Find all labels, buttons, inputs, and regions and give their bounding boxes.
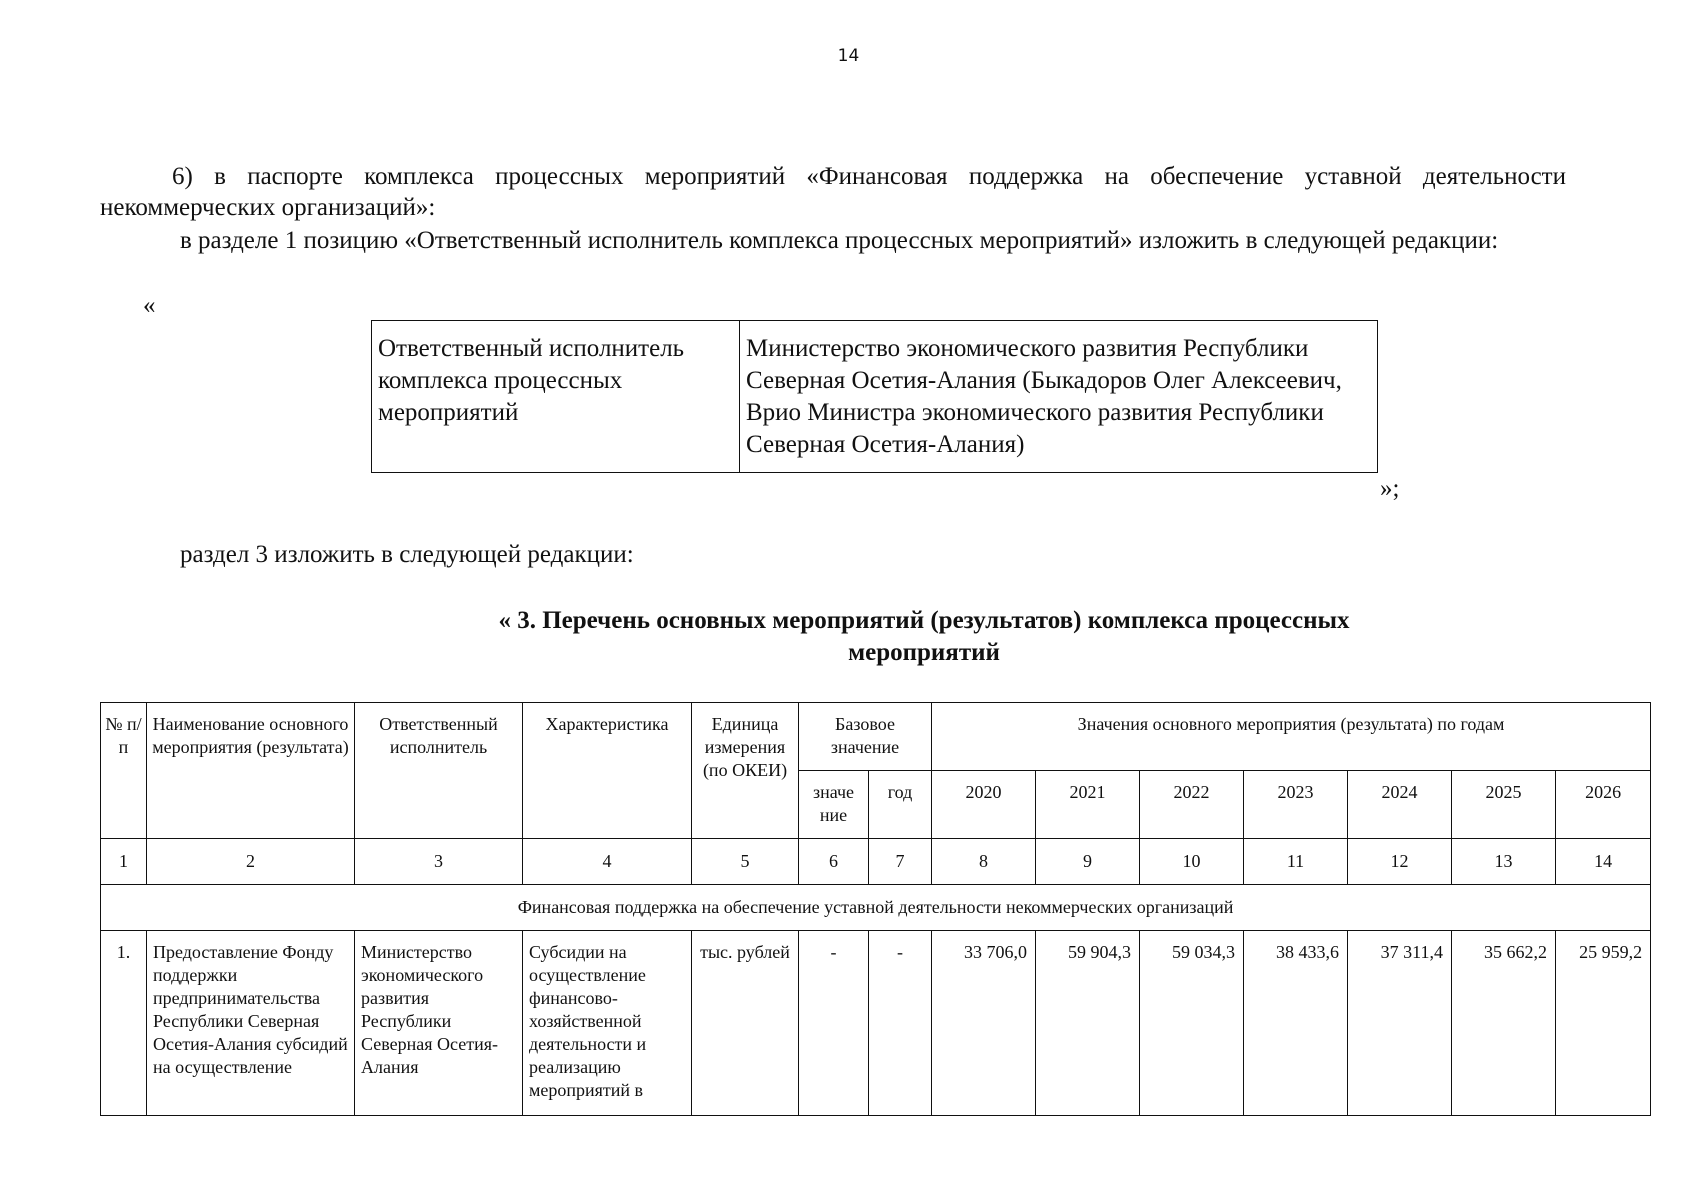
column-number: 7 bbox=[869, 839, 932, 885]
paragraph-section-3: раздел 3 изложить в следующей редакции: bbox=[180, 541, 634, 568]
header-num: № п/п bbox=[101, 703, 147, 839]
column-number: 1 bbox=[101, 839, 147, 885]
header-base: Базовое значение bbox=[799, 703, 932, 771]
executor-row bbox=[372, 321, 1378, 473]
section-title: « 3. Перечень основных мероприятий (результатов) комплекса процессных мероприятий bbox=[498, 607, 1350, 666]
row-value-2024: 37 311,4 bbox=[1348, 931, 1452, 1116]
header-year-2021: 2021 bbox=[1036, 771, 1140, 839]
row-base-year: - bbox=[869, 931, 932, 1116]
column-number: 3 bbox=[355, 839, 523, 885]
group-row bbox=[101, 885, 1651, 931]
column-number: 9 bbox=[1036, 839, 1140, 885]
header-year-2026: 2026 bbox=[1556, 771, 1651, 839]
column-number: 4 bbox=[523, 839, 692, 885]
row-value-2025: 35 662,2 bbox=[1452, 931, 1556, 1116]
column-number: 12 bbox=[1348, 839, 1452, 885]
executor-value-cell: Министерство экономического развития Республики Северная Осетия-Алания (Быкадоров Олег Алексеевич, Врио Министра экономического развития Республики Северная Осетия-Алания) bbox=[740, 321, 1378, 473]
row-value-2022: 59 034,3 bbox=[1140, 931, 1244, 1116]
header-year-2025: 2025 bbox=[1452, 771, 1556, 839]
header-year-2022: 2022 bbox=[1140, 771, 1244, 839]
column-number: 8 bbox=[932, 839, 1036, 885]
header-characteristic: Характеристика bbox=[523, 703, 692, 839]
header-year-2023: 2023 bbox=[1244, 771, 1348, 839]
header-unit: Единица измерения (по ОКЕИ) bbox=[692, 703, 799, 839]
column-number: 11 bbox=[1244, 839, 1348, 885]
header-name: Наименование основного мероприятия (результата) bbox=[147, 703, 355, 839]
row-executor: Министерство экономического развития Республики Северная Осетия-Алания bbox=[355, 931, 523, 1116]
column-number: 10 bbox=[1140, 839, 1244, 885]
header-year-2020: 2020 bbox=[932, 771, 1036, 839]
column-number: 5 bbox=[692, 839, 799, 885]
column-number: 2 bbox=[147, 839, 355, 885]
header-values-by-year: Значения основного мероприятия (результата) по годам bbox=[932, 703, 1651, 771]
column-number-row bbox=[101, 839, 1651, 885]
row-unit: тыс. рублей bbox=[692, 931, 799, 1116]
row-characteristic: Субсидии на осуществление финансово-хозяйственной деятельности и реализацию мероприятий в bbox=[523, 931, 692, 1116]
closing-quote: »; bbox=[1380, 475, 1400, 502]
header-executor: Ответственный исполнитель bbox=[355, 703, 523, 839]
executor-label-cell: Ответственный исполнитель комплекса процессных мероприятий bbox=[372, 321, 740, 473]
row-name: Предоставление Фонду поддержки предпринимательства Республики Северная Осетия-Алания субсидий на осуществление bbox=[147, 931, 355, 1116]
row-value-2021: 59 904,3 bbox=[1036, 931, 1140, 1116]
header-base-value: значе ние bbox=[799, 771, 869, 839]
table-row bbox=[101, 931, 1651, 1116]
row-base-value: - bbox=[799, 931, 869, 1116]
paragraph-amendment-6: 6) в паспорте комплекса процессных мероприятий «Финансовая поддержка на обеспечение уставной деятельности некоммерческих организаций»: bbox=[100, 163, 1566, 221]
row-value-2026: 25 959,2 bbox=[1556, 931, 1651, 1116]
group-title: Финансовая поддержка на обеспечение уставной деятельности некоммерческих организаций bbox=[101, 885, 1651, 931]
page-number: 14 bbox=[837, 46, 860, 66]
column-number: 14 bbox=[1556, 839, 1651, 885]
row-value-2023: 38 433,6 bbox=[1244, 931, 1348, 1116]
executor-table bbox=[371, 320, 1378, 473]
opening-quote: « bbox=[143, 292, 156, 319]
header-row-top bbox=[101, 703, 1651, 771]
paragraph-section-1-position: в разделе 1 позицию «Ответственный исполнитель комплекса процессных мероприятий» изложить в следующей редакции: bbox=[180, 227, 1499, 254]
header-year-2024: 2024 bbox=[1348, 771, 1452, 839]
activities-table bbox=[100, 702, 1651, 1116]
header-base-year: год bbox=[869, 771, 932, 839]
column-number: 13 bbox=[1452, 839, 1556, 885]
row-value-2020: 33 706,0 bbox=[932, 931, 1036, 1116]
row-num: 1. bbox=[101, 931, 147, 1116]
column-number: 6 bbox=[799, 839, 869, 885]
